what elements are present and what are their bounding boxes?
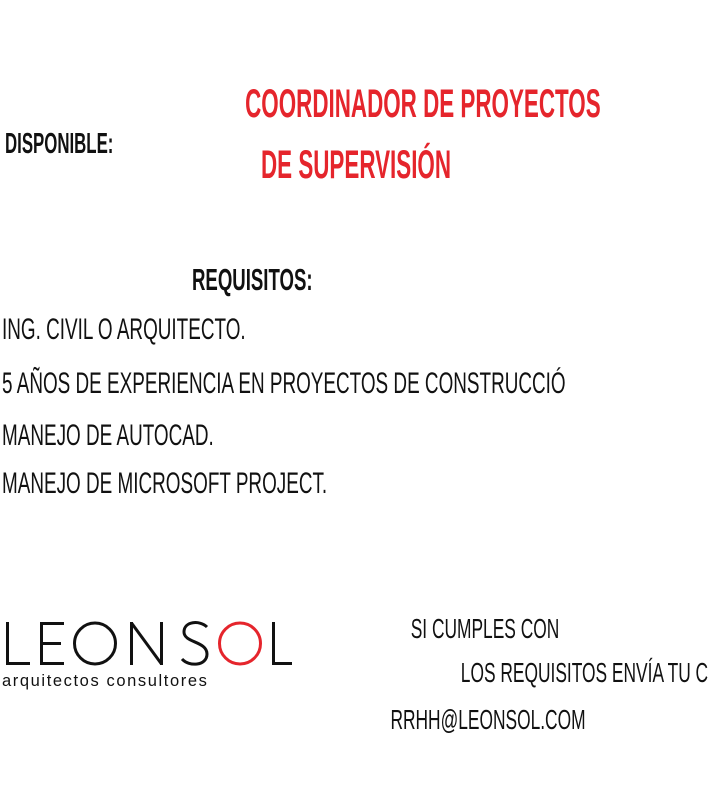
requirement-item: ING. CIVIL O ARQUITECTO. (2, 313, 246, 346)
requirement-item: MANEJO DE MICROSOFT PROJECT. (2, 467, 328, 500)
contact-line-1 (325, 612, 645, 646)
available-label: DISPONIBLE: (5, 128, 114, 160)
contact-email-text: RRHH@LEONSOL.COM (390, 704, 586, 735)
job-title-line-2 (158, 143, 554, 199)
logo-wordmark (6, 622, 292, 665)
job-title-line-1 (158, 82, 601, 138)
leon-sol-logo (0, 613, 300, 693)
job-title-text-2: DE SUPERVISIÓN (260, 143, 452, 187)
requirement-item: MANEJO DE AUTOCAD. (2, 419, 214, 452)
contact-text-1: SI CUMPLES CON (410, 613, 560, 644)
contact-email (328, 703, 648, 737)
job-title-text-1: COORDINADOR DE PROYECTOS (245, 82, 601, 126)
contact-text-2: LOS REQUISITOS ENVÍA TU C (460, 657, 709, 688)
contact-line-2 (400, 656, 720, 690)
requirement-item: 5 AÑOS DE EXPERIENCIA EN PROYECTOS DE CONSTRUCCIÓ (2, 367, 566, 400)
requirements-heading: REQUISITOS: (192, 262, 313, 297)
logo-tagline: arquitectos consultores (2, 672, 209, 690)
